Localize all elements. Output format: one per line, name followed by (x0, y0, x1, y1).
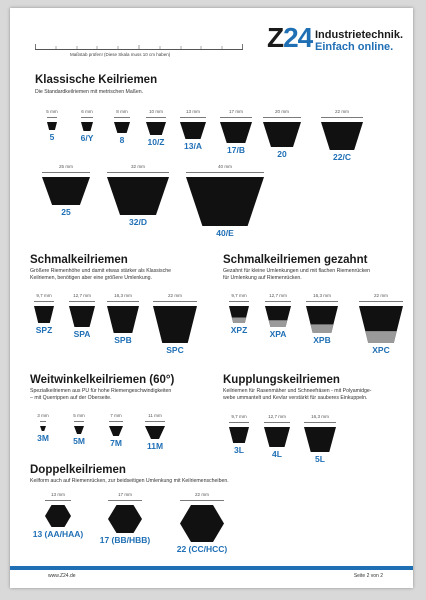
dimension-line (114, 117, 130, 118)
belt-label: 20 (277, 149, 287, 159)
belt-width-label: 8 mm (116, 109, 128, 114)
belt-width-label: 9,7 mm (231, 293, 247, 298)
belt-cross-section-40-e (185, 176, 265, 227)
belt-cross-section-spz (33, 305, 55, 324)
dimension-line (45, 500, 71, 501)
section-desc-wide-2: – mit Querrippen auf der Oberseite. (30, 395, 112, 401)
belt-cross-section-13-aa-haa- (44, 504, 72, 528)
section-desc-toothed-1: Gezahnt für kleine Umlenkungen und mit flachen Riemenrücken (223, 268, 371, 274)
dimension-line (109, 421, 123, 422)
brand-line-1: Industrietechnik. (315, 29, 404, 41)
section-title-classic: Klassische Keilriemen (35, 74, 158, 86)
section-title-narrow: Schmalkeilriemen (30, 254, 128, 266)
belt-width-label: 10 mm (148, 109, 164, 114)
belt-width-label: 12,7 mm (269, 293, 287, 298)
belt-label: 13/A (184, 141, 202, 151)
dimension-line (74, 421, 84, 422)
dimension-line (81, 117, 93, 118)
belt-width-label: 5 mm (46, 109, 58, 114)
dimension-line (145, 421, 165, 422)
belt-cross-section-22-c (320, 121, 364, 151)
belt-cross-section-spb (106, 305, 140, 334)
dimension-line (359, 301, 403, 302)
section-desc-toothed-2: für Umlenkung auf Riemenrücken. (223, 275, 302, 281)
belt-cross-section-3m (39, 425, 47, 432)
belt-width-label: 7 mm (110, 413, 122, 418)
belt-label: 25 (61, 207, 71, 217)
belt-width-label: 17 mm (117, 492, 133, 497)
dimension-line (180, 117, 206, 118)
belt-label: 8 (119, 135, 125, 145)
dimension-line (180, 500, 224, 501)
section-title-coupling: Kupplungskeilriemen (223, 374, 340, 386)
dimension-line (146, 117, 166, 118)
belt-cross-section-8 (113, 121, 131, 134)
section-desc-coupling-1: Keilriemen für Rasenmäher und Schneefräsen - mit Polyamidge- (223, 388, 372, 394)
belt-width-label: 16,3 mm (313, 293, 331, 298)
dimension-line (153, 301, 197, 302)
dimension-line (306, 301, 338, 302)
belt-label: 13 (AA/HAA) (32, 529, 84, 539)
belt-width-label: 3 mm (37, 413, 49, 418)
belt-label: 17/B (227, 145, 245, 155)
belt-label: 7M (110, 438, 122, 448)
belt-label: 11M (146, 441, 164, 451)
section-title-toothed: Schmalkeilriemen gezahnt (223, 254, 368, 266)
section-desc-narrow-1: Größere Riemenhöhe und damit etwas stärker als Klassische (30, 268, 171, 274)
belt-label: 5L (315, 454, 325, 464)
dimension-line (107, 172, 169, 173)
dimension-line (47, 117, 57, 118)
belt-label: 3L (234, 445, 244, 455)
belt-cross-section-4l (263, 426, 291, 448)
belt-cross-section-20 (262, 121, 302, 148)
belt-width-label: 22 mm (167, 293, 183, 298)
belt-cross-section-6-y (80, 121, 94, 132)
belt-cross-section-spa (68, 305, 96, 328)
belt-width-label: 20 mm (274, 109, 290, 114)
belt-width-label: 11 mm (148, 413, 162, 418)
belt-label: 6/Y (80, 133, 94, 143)
belt-cross-section-10-z (145, 121, 167, 136)
dimension-line (229, 422, 249, 423)
scale-ticks (35, 44, 243, 50)
belt-label: XPA (269, 329, 287, 339)
belt-label: 3M (37, 433, 49, 443)
belt-label: XPZ (230, 325, 248, 335)
belt-cross-section-13-a (179, 121, 207, 140)
dimension-line (34, 301, 54, 302)
belt-width-label: 9,7 mm (36, 293, 52, 298)
dimension-line (220, 117, 252, 118)
belt-label: SPA (73, 329, 91, 339)
belt-cross-section-3l (228, 426, 250, 444)
dimension-line (229, 301, 249, 302)
belt-width-label: 13 mm (185, 109, 201, 114)
z24-logo (267, 24, 312, 52)
dimension-line (108, 500, 142, 501)
brand-line-2: Einfach online. (315, 41, 394, 53)
belt-label: 40/E (216, 228, 234, 238)
belt-cross-section-32-d (106, 176, 170, 216)
belt-width-label: 6 mm (81, 109, 93, 114)
belt-width-label: 5 mm (73, 413, 85, 418)
belt-cross-section-7m (108, 425, 124, 437)
belt-label: SPZ (35, 325, 53, 335)
belt-label: 5 (49, 132, 55, 142)
footer-bar (10, 566, 413, 570)
dimension-line (107, 301, 139, 302)
dimension-line (42, 172, 90, 173)
dimension-line (69, 301, 95, 302)
belt-width-label: 22 mm (373, 293, 389, 298)
footer-page-number: Seite 2 von 2 (353, 573, 383, 579)
belt-cross-section-xpb (305, 305, 339, 334)
dimension-line (265, 301, 291, 302)
belt-label: 32/D (129, 217, 147, 227)
belt-label: 4L (272, 449, 282, 459)
belt-width-label: 22 mm (194, 492, 210, 497)
dimension-line (304, 422, 336, 423)
dimension-line (321, 117, 363, 118)
document-page (10, 8, 413, 588)
belt-label: 22/C (333, 152, 351, 162)
dimension-line (263, 117, 301, 118)
section-desc-narrow-2: Keilriemen, benötigen aber eine größere Umlenkung. (30, 275, 152, 281)
dimension-line (264, 422, 290, 423)
belt-cross-section-spc (152, 305, 198, 344)
scale-note: Maßstab prüfen! (Diese Skala muss 10 cm haben) (70, 52, 171, 57)
belt-cross-section-xpc (358, 305, 404, 344)
belt-width-label: 13 mm (50, 492, 66, 497)
belt-width-label: 9,7 mm (231, 414, 247, 419)
section-desc-coupling-2: webe ummantelt und Kevlar verstärkt für sauberes Einkuppeln. (223, 395, 368, 401)
belt-width-label: 16,3 mm (114, 293, 132, 298)
belt-cross-section-17-bb-hbb- (107, 504, 143, 534)
belt-width-label: 32 mm (130, 164, 146, 169)
section-desc-classic: Die Standardkeilriemen mit metrischen Maßen. (35, 89, 144, 95)
belt-label: SPB (114, 335, 132, 345)
belt-label: 17 (BB/HBB) (99, 535, 151, 545)
belt-cross-section-xpa (264, 305, 292, 328)
belt-label: XPB (313, 335, 331, 345)
belt-cross-section-17-b (219, 121, 253, 144)
belt-cross-section-5m (73, 425, 85, 435)
belt-cross-section-5l (303, 426, 337, 453)
belt-cross-section-22-cc-hcc- (179, 504, 225, 543)
belt-label: 22 (CC/HCC) (176, 544, 228, 554)
section-title-wide: Weitwinkelkeilriemen (60°) (30, 374, 175, 386)
section-desc-wide-1: Spezialkeilriemen aus PU für hohe Riemengeschwindigkeiten (30, 388, 172, 394)
belt-width-label: 17 mm (228, 109, 244, 114)
logo-number: 24 (283, 22, 313, 53)
belt-width-label: 40 mm (217, 164, 233, 169)
dimension-line (186, 172, 264, 173)
belt-cross-section-5 (46, 121, 58, 131)
section-title-double: Doppelkeilriemen (30, 464, 126, 476)
belt-width-label: 22 mm (334, 109, 350, 114)
belt-cross-section-11m (144, 425, 166, 440)
belt-width-label: 25 mm (58, 164, 74, 169)
belt-cross-section-xpz (228, 305, 250, 324)
footer-url[interactable]: www.Z24.de (48, 573, 76, 579)
belt-label: 10/Z (147, 137, 165, 147)
dimension-line (40, 421, 46, 422)
belt-width-label: 12,7 mm (73, 293, 91, 298)
belt-width-label: 12,7 mm (268, 414, 286, 419)
belt-label: XPC (372, 345, 390, 355)
belt-label: SPC (166, 345, 184, 355)
scale-bar (35, 44, 243, 50)
belt-label: 5M (73, 436, 85, 446)
section-desc-double: Keilform auch auf Riemenrücken, zur beidseitigen Umlenkung mit Keilriemenscheiben. (30, 478, 229, 484)
belt-cross-section-25 (41, 176, 91, 206)
logo-letter: Z (267, 22, 284, 53)
belt-width-label: 16,3 mm (311, 414, 329, 419)
